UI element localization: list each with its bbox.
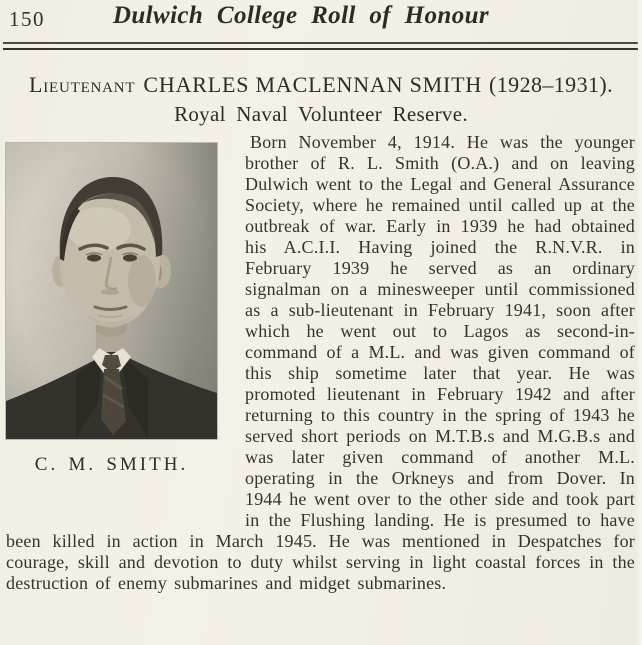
page-number: 150	[9, 7, 45, 31]
body-text: Born November 4, 1914. He was the younger brother of R. L. Smith (O.A.) and on leaving Dulwich went to the Legal and General Assurance Society, where he remained until called up at the outbreak of war. Early in 1939 he had obtained his A.C.I.I. Having joined the R.N.V.R. in February 1939 he served as an ordinary signalman on a minesweeper until commissioned as a sub-lieutenant in February 1941, soon after which he went out to Lagos as second-in-command of a M.L. and was given command of this ship sometime later that year. He was promoted lieutenant in February 1942 and after returning to this country in the spring of 1943 he served short periods on M.T.B.s and M.G.B.s and was later given command of another M.L. operating in the Orkneys and from Dover. In 1944 he went over to the other side and took part in the Flushing landing. He is presumed to have been killed in action in March 1945. He was mentioned in Despatches for courage, skill and devotion to duty whilst serving in light coastal forces in the destruction of enemy submarines and midget submarines.	[6, 132, 635, 593]
article	[6, 132, 635, 645]
running-head-title: Dulwich College Roll of Honour	[112, 2, 490, 29]
entry-name: CHARLES MACLENNAN SMITH	[143, 72, 483, 97]
header-double-rule	[3, 42, 638, 50]
entry-years: (1928–1931).	[489, 72, 613, 97]
portrait-figure	[6, 143, 217, 511]
entry-service-line: Royal Naval Volunteer Reserve.	[174, 102, 468, 126]
portrait-photo	[6, 143, 217, 439]
portrait-caption: C. M. SMITH.	[34, 454, 189, 475]
entry-title	[0, 72, 642, 98]
entry-rank: Lieutenant	[28, 72, 136, 97]
entry-heading	[0, 72, 642, 127]
